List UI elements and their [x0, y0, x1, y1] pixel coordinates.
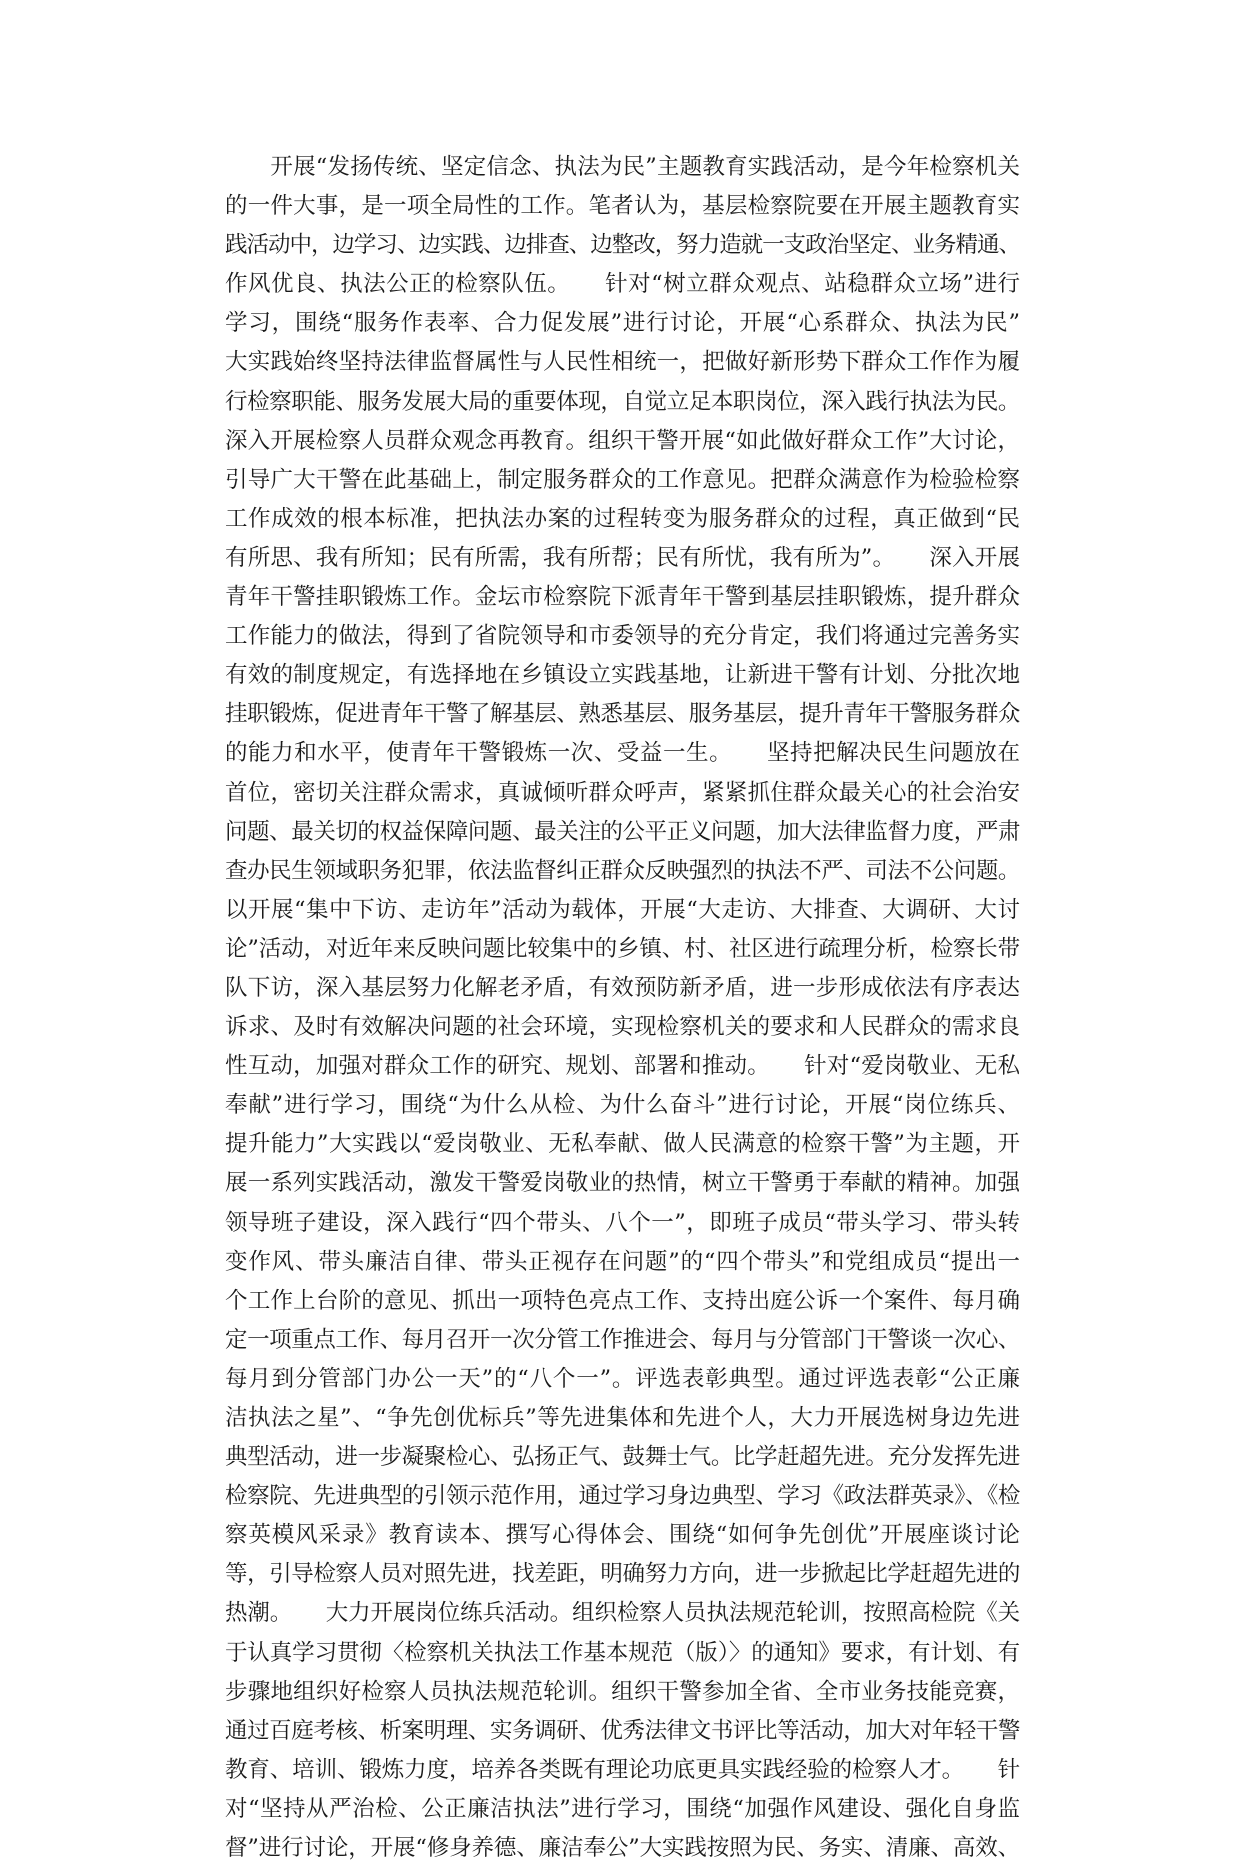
text-line: 队下访，深入基层努力化解老矛盾，有效预防新矛盾，进一步形成依法有序表达 [225, 974, 1020, 1001]
text-line: 检察院、先进典型的引领示范作用，通过学习身边典型、学习《政法群英录》、《检 [225, 1483, 1020, 1510]
text-line: 问题、最关切的权益保障问题、最关注的公平正义问题，加大法律监督力度，严肃 [225, 818, 1020, 845]
text-line: 开展“发扬传统、坚定信念、执法为民”主题教育实践活动，是今年检察机关 [225, 154, 1020, 180]
text-line: 每月到分管部门办公一天”的“八个一”。评选表彰典型。通过评选表彰“公正廉 [225, 1365, 1020, 1392]
text-line: 大实践始终坚持法律监督属性与人民性相统一，把做好新形势下群众工作作为履 [225, 349, 1020, 376]
text-line: 首位，密切关注群众需求，真诚倾听群众呼声，紧紧抓住群众最关心的社会治安 [225, 779, 1020, 806]
text-line: 性互动，加强对群众工作的研究、规划、部署和推动。 针对“爱岗敬业、无私 [225, 1053, 1020, 1080]
text-line: 个工作上台阶的意见、抓出一项特色亮点工作、支持出庭公诉一个案件、每月确 [225, 1287, 1020, 1314]
text-line: 查办民生领域职务犯罪，依法监督纠正群众反映强烈的执法不严、司法不公问题。 [225, 857, 1020, 884]
text-line: 洁执法之星”、“争先创优标兵”等先进集体和先进个人，大力开展选树身边先进 [225, 1405, 1020, 1431]
text-line: 奉献”进行学习，围绕“为什么从检、为什么奋斗”进行讨论，开展“岗位练兵、 [225, 1092, 1020, 1119]
text-line: 青年干警挂职锻炼工作。金坛市检察院下派青年干警到基层挂职锻炼，提升群众 [225, 584, 1020, 611]
text-line: 通过百庭考核、析案明理、实务调研、优秀法律文书评比等活动，加大对年轻干警 [225, 1717, 1020, 1744]
text-line: 步骤地组织好检察人员执法规范轮训。组织干警参加全省、全市业务技能竞赛， [225, 1678, 1020, 1705]
text-line: 以开展“集中下访、走访年”活动为载体，开展“大走访、大排查、大调研、大讨 [225, 896, 1020, 923]
text-line: 诉求、及时有效解决问题的社会环境，实现检察机关的要求和人民群众的需求良 [225, 1014, 1020, 1041]
text-line: 领导班子建设，深入践行“四个带头、八个一”，即班子成员“带头学习、带头转 [225, 1209, 1020, 1236]
text-line: 的一件大事，是一项全局性的工作。笔者认为，基层检察院要在开展主题教育实 [225, 193, 1020, 220]
text-line: 典型活动，进一步凝聚检心、弘扬正气、鼓舞士气。比学赶超先进。充分发挥先进 [225, 1444, 1020, 1471]
text-line: 践活动中，边学习、边实践、边排查、边整改，努力造就一支政治坚定、业务精通、 [225, 232, 1020, 259]
text-line: 等，引导检察人员对照先进，找差距，明确努力方向，进一步掀起比学赶超先进的 [225, 1561, 1020, 1588]
text-line: 于认真学习贯彻〈检察机关执法工作基本规范（版）〉的通知》要求，有计划、有 [225, 1639, 1020, 1666]
text-line: 作风优良、执法公正的检察队伍。 针对“树立群众观点、站稳群众立场”进行 [225, 271, 1020, 298]
text-line: 论”活动，对近年来反映问题比较集中的乡镇、村、社区进行疏理分析，检察长带 [225, 935, 1020, 962]
text-line: 的能力和水平，使青年干警锻炼一次、受益一生。 坚持把解决民生问题放在 [225, 740, 1020, 767]
text-line: 工作能力的做法，得到了省院领导和市委领导的充分肯定，我们将通过完善务实 [225, 623, 1020, 650]
text-line: 督”进行讨论，开展“修身养德、廉洁奉公”大实践按照为民、务实、清廉、高效、 [225, 1835, 1020, 1862]
text-line: 挂职锻炼，促进青年干警了解基层、熟悉基层、服务基层，提升青年干警服务群众 [225, 701, 1020, 728]
text-line: 变作风、带头廉洁自律、带头正视存在问题”的“四个带头”和党组成员“提出一 [225, 1248, 1020, 1275]
text-line: 行检察职能、服务发展大局的重要体现，自觉立足本职岗位，深入践行执法为民。 [225, 388, 1020, 415]
text-line: 察英模风采录》教育读本、撰写心得体会、围绕“如何争先创优”开展座谈讨论 [225, 1522, 1020, 1549]
text-line: 学习，围绕“服务作表率、合力促发展”进行讨论，开展“心系群众、执法为民” [225, 310, 1020, 337]
text-line: 提升能力”大实践以“爱岗敬业、无私奉献、做人民满意的检察干警”为主题，开 [225, 1131, 1020, 1158]
text-line: 有效的制度规定，有选择地在乡镇设立实践基地，让新进干警有计划、分批次地 [225, 662, 1020, 689]
text-line: 热潮。 大力开展岗位练兵活动。组织检察人员执法规范轮训，按照高检院《关 [225, 1600, 1020, 1627]
text-line: 展一系列实践活动，激发干警爱岗敬业的热情，树立干警勇于奉献的精神。加强 [225, 1170, 1020, 1197]
text-line: 引导广大干警在此基础上，制定服务群众的工作意见。把群众满意作为检验检察 [225, 466, 1020, 493]
text-line: 对“坚持从严治检、公正廉洁执法”进行学习，围绕“加强作风建设、强化自身监 [225, 1795, 1020, 1822]
body-text [225, 148, 1020, 1868]
text-line: 定一项重点工作、每月召开一次分管工作推进会、每月与分管部门干警谈一次心、 [225, 1326, 1020, 1353]
text-line: 有所思、我有所知；民有所需，我有所帮；民有所忧，我有所为”。 深入开展 [225, 544, 1020, 571]
text-line: 工作成效的根本标准，把执法办案的过程转变为服务群众的过程，真正做到“民 [225, 505, 1020, 532]
text-line: 深入开展检察人员群众观念再教育。组织干警开展“如此做好群众工作”大讨论， [225, 427, 1020, 454]
text-line: 教育、培训、锻炼力度，培养各类既有理论功底更具实践经验的检察人才。 针 [225, 1756, 1020, 1783]
